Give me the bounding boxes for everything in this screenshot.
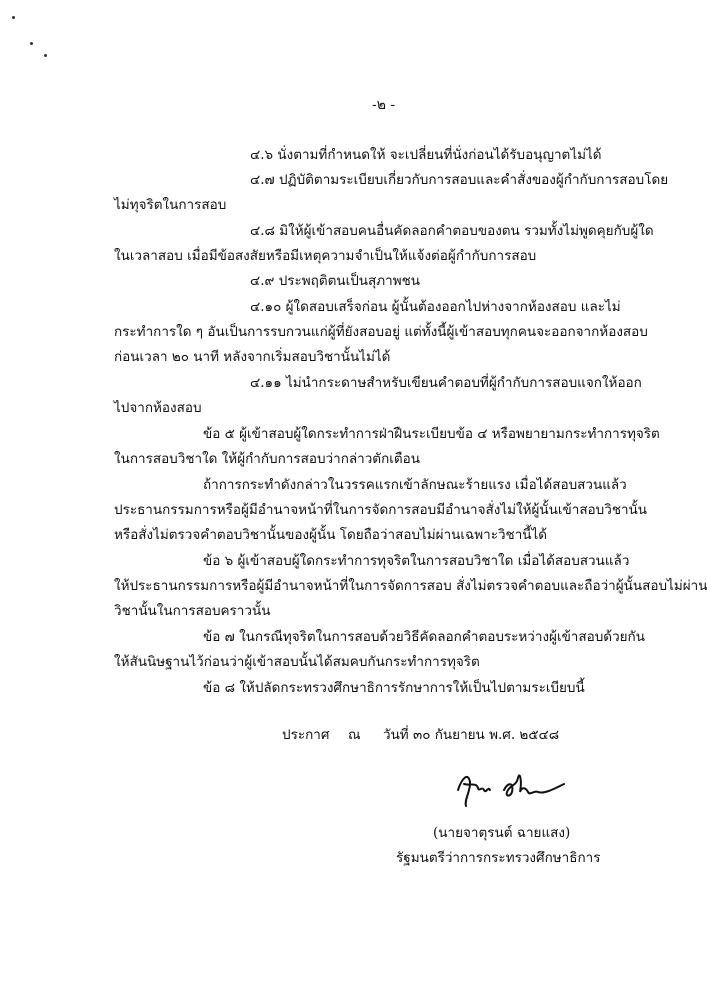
announcement-date: วันที่ ๓๐ กันยายน พ.ศ. ๒๕๔๘ (383, 727, 560, 743)
page-number: -๒ - (372, 97, 396, 113)
clause-4-11: ๔.๑๑ ไม่นำกระดาษสำหรับเขียนคำตอบที่ผู้กำกับการสอบแจกให้ออก (250, 375, 642, 391)
handwritten-signature (452, 760, 570, 812)
clause-5-para-2-cont-1: ประธานกรรมการหรือผู้มีอำนาจหน้าที่ในการจัดการสอบมีอำนาจสั่งไม่ให้ผู้นั้นเข้าสอบวิชานั้น (114, 502, 648, 518)
clause-6: ข้อ ๖ ผู้เข้าสอบผู้ใดกระทำการทุจริตในการสอบวิชาใด เมื่อได้สอบสวนแล้ว (203, 553, 630, 569)
clause-6-cont-1: ให้ประธานกรรมการหรือผู้มีอำนาจหน้าที่ในการจัดการสอบ สั่งไม่ตรวจคำตอบและถือว่าผู้นั้นสอบไม่ผ่าน (114, 578, 707, 594)
clause-4-8: ๔.๘ มิให้ผู้เข้าสอบคนอื่นคัดลอกคำตอบของตน รวมทั้งไม่พูดคุยกับผู้ใด (250, 223, 654, 239)
announcement-prefix: ประกาศ (282, 727, 330, 743)
clause-5-cont: ในการสอบวิชาใด ให้ผู้กำกับการสอบว่ากล่าวตักเตือน (114, 451, 420, 467)
clause-4-8-cont: ในเวลาสอบ เมื่อมีข้อสงสัยหรือมีเหตุความจำเป็นให้แจ้งต่อผู้กำกับการสอบ (114, 248, 537, 264)
signatory-position: รัฐมนตรีว่าการกระทรวงศึกษาธิการ (396, 850, 601, 866)
announcement-at: ณ (348, 727, 361, 743)
clause-4-11-cont: ไปจากห้องสอบ (114, 400, 202, 416)
clause-6-cont-2: วิชานั้นในการสอบคราวนั้น (114, 603, 271, 619)
clause-5: ข้อ ๕ ผู้เข้าสอบผู้ใดกระทำการฝ่าฝืนระเบียบข้อ ๔ หรือพยายามกระทำการทุจริต (203, 426, 660, 442)
signatory-name: (นายจาตุรนต์ ฉายแสง) (433, 825, 571, 841)
clause-4-7: ๔.๗ ปฏิบัติตามระเบียบเกี่ยวกับการสอบและคำสั่งของผู้กำกับการสอบโดย (250, 172, 669, 188)
clause-4-10-cont-2: ก่อนเวลา ๒๐ นาที หลังจากเริ่มสอบวิชานั้นไม่ได้ (114, 349, 391, 365)
clause-4-7-cont: ไม่ทุจริตในการสอบ (114, 197, 227, 213)
clause-4-6: ๔.๖ นั่งตามที่กำหนดให้ จะเปลี่ยนที่นั่งก่อนได้รับอนุญาตไม่ได้ (250, 147, 602, 163)
clause-4-9: ๔.๙ ประพฤติตนเป็นสุภาพชน (250, 273, 421, 289)
clause-8: ข้อ ๘ ให้ปลัดกระทรวงศึกษาธิการรักษาการให้เป็นไปตามระเบียบนี้ (203, 680, 585, 696)
clause-7-cont: ให้สันนิษฐานไว้ก่อนว่าผู้เข้าสอบนั้นได้สมคบกันกระทำการทุจริต (114, 654, 480, 670)
clause-7: ข้อ ๗ ในกรณีทุจริตในการสอบด้วยวิธีคัดลอกคำตอบระหว่างผู้เข้าสอบด้วยกัน (203, 629, 645, 645)
clause-4-10-cont-1: กระทำการใด ๆ อันเป็นการรบกวนแก่ผู้ที่ยังสอบอยู่ แต่ทั้งนี้ผู้เข้าสอบทุกคนจะออกจากห้องสอบ (114, 324, 648, 340)
clause-4-10: ๔.๑๐ ผู้ใดสอบเสร็จก่อน ผู้นั้นต้องออกไปห่างจากห้องสอบ และไม่ (250, 299, 621, 315)
clause-5-para-2-cont-2: หรือสั่งไม่ตรวจคำตอบวิชานั้นของผู้นั้น โดยถือว่าสอบไม่ผ่านเฉพาะวิชานี้ได้ (114, 527, 548, 543)
clause-5-para-2: ถ้าการกระทำดังกล่าวในวรรคแรกเข้าลักษณะร้ายแรง เมื่อได้สอบสวนแล้ว (203, 477, 627, 493)
